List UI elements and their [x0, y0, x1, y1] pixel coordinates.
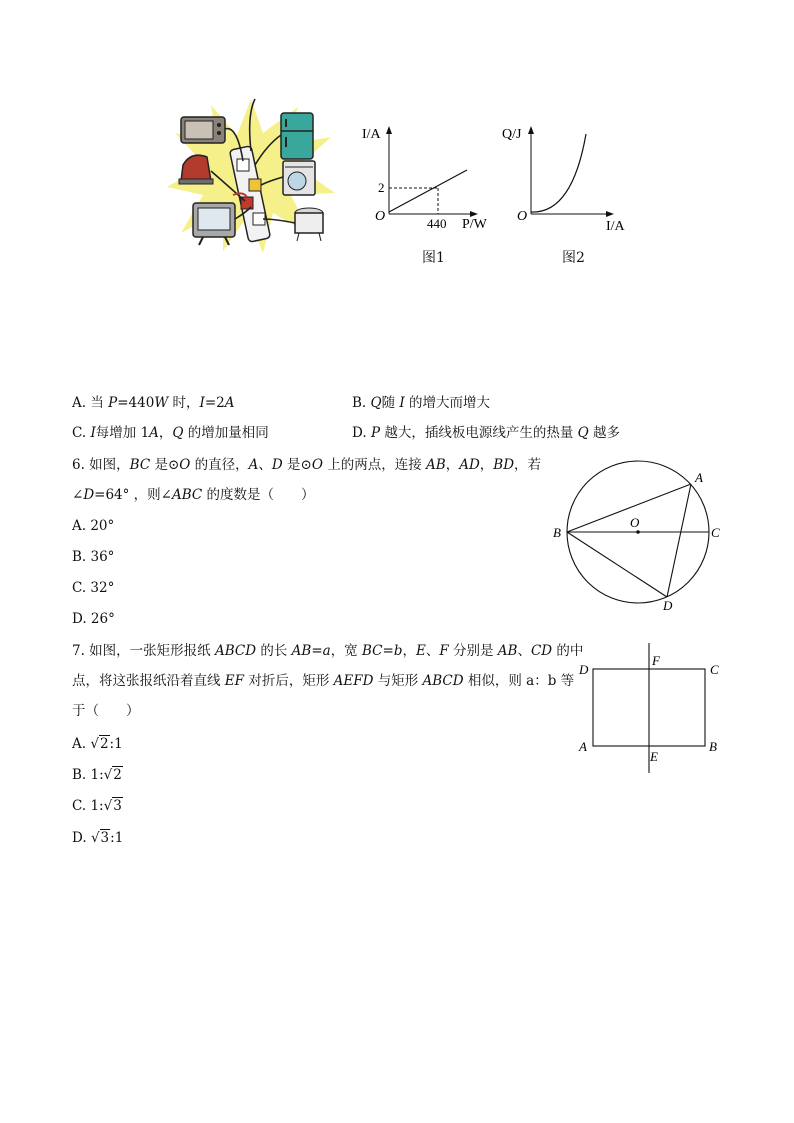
- label-f: F: [652, 653, 660, 668]
- q5-option-c: C. I每增加 1A，Q 的增加量相同: [72, 425, 269, 441]
- label-d: D: [663, 598, 673, 613]
- sqrt-symbol: √: [103, 798, 113, 814]
- fig2-y-axis-label: Q/J: [502, 127, 522, 142]
- q7-option-a: A. √2:1: [72, 736, 123, 752]
- label-o: O: [630, 515, 640, 530]
- fig1-origin: O: [375, 209, 386, 224]
- q7-stem-line-2: 点，将这张报纸沿着直线 EF 对折后，矩形 AEFD 与矩形 ABCD 相似，则 a：b 等: [72, 673, 575, 689]
- figure-1-graph: [360, 118, 500, 236]
- q7-stem-line-3: 于（ ）: [72, 703, 140, 719]
- q5-option-b: B. Q随 I 的增大而增大: [352, 395, 491, 411]
- q6-circle-figure: [548, 458, 728, 616]
- sqrt-symbol: √: [103, 767, 113, 783]
- q6-option-d: D. 26°: [72, 611, 115, 627]
- fig1-y-axis-label: I/A: [362, 127, 381, 142]
- q6-option-a: A. 20°: [72, 518, 115, 534]
- q5-option-a: A. 当 P=440W 时，I=2A: [72, 395, 235, 411]
- fig2-x-axis-label: I/A: [606, 219, 625, 234]
- q7-option-b: B. 1:√2: [72, 767, 122, 783]
- fig1-line: [389, 170, 467, 212]
- iron-icon: [179, 155, 213, 184]
- label-d: D: [579, 662, 589, 677]
- q7-rectangle-figure: [574, 640, 724, 776]
- q5-option-d: D. P 越大，插线板电源线产生的热量 Q 越多: [352, 425, 620, 441]
- fig1-x-axis-label: P/W: [462, 217, 487, 232]
- fig1-x-tick: 440: [427, 216, 447, 231]
- microwave-icon: [181, 117, 225, 143]
- washing-machine-icon: [283, 161, 315, 195]
- fridge-icon: [281, 113, 313, 159]
- q7-option-d: D. √3:1: [72, 830, 124, 846]
- fig1-y-tick: 2: [378, 180, 385, 195]
- sqrt-symbol: √: [90, 736, 99, 752]
- chord-ad: [667, 484, 691, 597]
- chord-ab: [567, 484, 691, 532]
- appliances-illustration: [163, 95, 338, 255]
- q6-option-c: C. 32°: [72, 580, 115, 596]
- label-c: C: [710, 662, 719, 677]
- q7-stem-line-1: 7. 如图，一张矩形报纸 ABCD 的长 AB=a，宽 BC=b，E、F 分别是 AB、CD 的中: [72, 643, 584, 659]
- figure-2-graph: [500, 118, 640, 236]
- chord-bd: [567, 532, 667, 597]
- q7-option-c: C. 1:√3: [72, 798, 122, 814]
- center-point: [636, 530, 640, 534]
- sqrt-symbol: √: [90, 830, 100, 846]
- fig2-curve: [531, 134, 586, 212]
- label-b: B: [709, 739, 717, 754]
- q6-stem-line-2: ∠D=64° ，则∠ABC 的度数是（ ）: [72, 487, 315, 503]
- fig2-caption: 图2: [562, 250, 585, 266]
- label-e: E: [650, 749, 658, 764]
- label-c: C: [711, 525, 720, 540]
- rice-cooker-icon: [295, 208, 323, 241]
- fig2-origin: O: [517, 209, 528, 224]
- label-a: A: [695, 470, 703, 485]
- label-a: A: [579, 739, 587, 754]
- fig1-caption: 图1: [422, 250, 445, 266]
- q6-stem-line-1: 6. 如图，BC 是⊙O 的直径，A、D 是⊙O 上的两点，连接 AB，AD，BD，若: [72, 457, 542, 473]
- q6-option-b: B. 36°: [72, 549, 115, 565]
- label-b: B: [553, 525, 561, 540]
